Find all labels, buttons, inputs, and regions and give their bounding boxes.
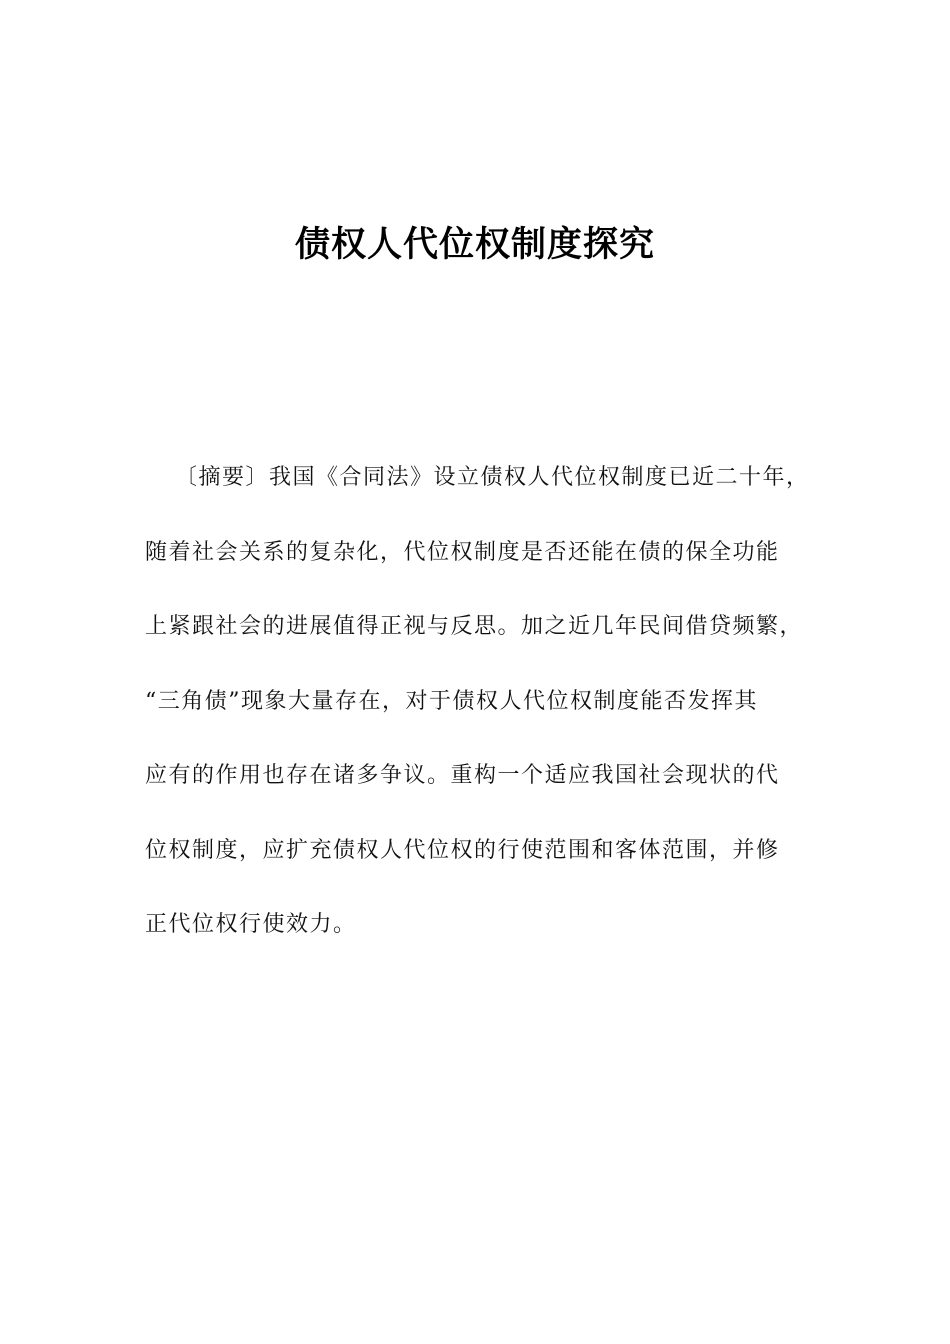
abstract-line: 应有的作用也存在诸多争议。重构一个适应我国社会现状的代: [145, 763, 780, 788]
abstract-line: 〔摘要〕我国《合同法》设立债权人代位权制度已近二十年，: [175, 465, 810, 490]
abstract-line: 上紧跟社会的进展值得正视与反思。加之近几年民间借贷频繁，: [145, 614, 804, 639]
abstract-line: 正代位权行使效力。: [145, 912, 357, 937]
abstract-line: 位权制度，应扩充债权人代位权的行使范围和客体范围，并修: [145, 837, 780, 863]
abstract-line: 随着社会关系的复杂化，代位权制度是否还能在债的保全功能: [145, 539, 780, 565]
document-title: 债权人代位权制度探究: [294, 225, 655, 265]
abstract-paragraph: [145, 454, 845, 976]
abstract-line: “三角债”现象大量存在，对于债权人代位权制度能否发挥其: [145, 688, 758, 714]
